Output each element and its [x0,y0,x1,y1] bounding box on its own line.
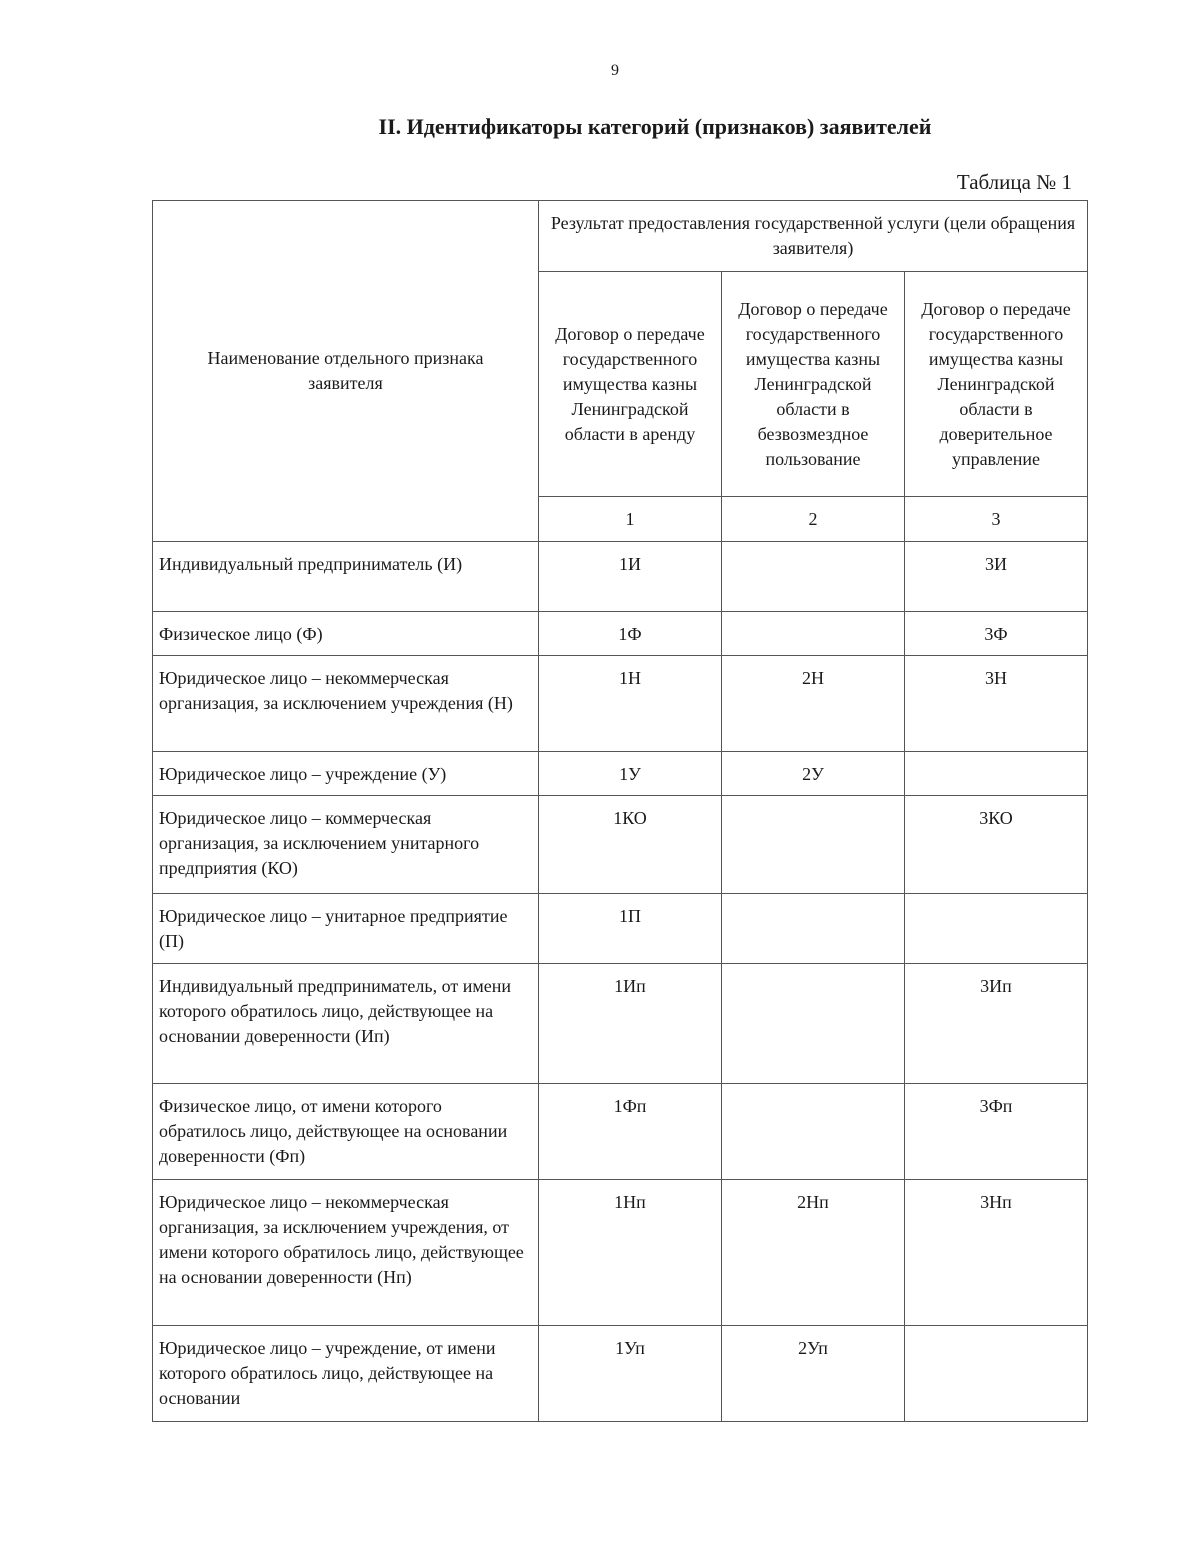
table-row [153,894,1088,964]
column-number: 2 [722,497,905,542]
category-code: 1Н [539,656,722,752]
category-code: 3Ип [905,964,1088,1084]
category-code: 1КО [539,796,722,894]
applicant-attribute-name: Юридическое лицо – учреждение, от имени которого обратилось лицо, действующее на основании [153,1326,539,1422]
category-code: 3Н [905,656,1088,752]
category-code [722,796,905,894]
table-row [153,1084,1088,1180]
category-code [905,1326,1088,1422]
category-code: 3КО [905,796,1088,894]
category-code [722,1084,905,1180]
applicant-attribute-name: Физическое лицо (Ф) [153,612,539,656]
category-code: 1Ф [539,612,722,656]
applicant-attribute-name: Индивидуальный предприниматель, от имени которого обратилось лицо, действующее на основании доверенности (Ип) [153,964,539,1084]
category-code: 1Уп [539,1326,722,1422]
section-title: II. Идентификаторы категорий (признаков) заявителей [378,114,932,139]
category-code: 2Уп [722,1326,905,1422]
table-row [153,796,1088,894]
page-number: 9 [611,62,619,79]
category-code [905,894,1088,964]
table-row [153,1326,1088,1422]
table-row [153,964,1088,1084]
header-trust-management-contract: Договор о передаче государственного имущества казны Ленинградской области в доверительное управление [905,272,1088,497]
table-caption: Таблица № 1 [956,170,1072,194]
table-row [153,656,1088,752]
category-code: 3Фп [905,1084,1088,1180]
header-lease-contract: Договор о передаче государственного имущества казны Ленинградской области в аренду [539,272,722,497]
category-code [905,752,1088,796]
applicant-attribute-name: Юридическое лицо – коммерческая организация, за исключением унитарного предприятия (КО) [153,796,539,894]
category-code [722,542,905,612]
table-row [153,542,1088,612]
header-service-result: Результат предоставления государственной услуги (цели обращения заявителя) [539,201,1088,272]
table-row [153,752,1088,796]
category-code: 3Нп [905,1180,1088,1326]
applicant-categories-table [152,200,1088,1422]
header-free-use-contract: Договор о передаче государственного имущества казны Ленинградской области в безвозмездное пользование [722,272,905,497]
category-code [722,612,905,656]
applicant-attribute-name: Юридическое лицо – унитарное предприятие (П) [153,894,539,964]
category-code: 3И [905,542,1088,612]
category-code [722,894,905,964]
category-code: 1У [539,752,722,796]
applicant-attribute-name: Физическое лицо, от имени которого обратилось лицо, действующее на основании доверенности (Фп) [153,1084,539,1180]
category-code: 3Ф [905,612,1088,656]
applicant-attribute-name: Индивидуальный предприниматель (И) [153,542,539,612]
applicant-attribute-name: Юридическое лицо – некоммерческая организация, за исключением учреждения, от имени которого обратилось лицо, действующее на основании доверенности (Нп) [153,1180,539,1326]
column-number: 1 [539,497,722,542]
table-row [153,612,1088,656]
applicant-attribute-name: Юридическое лицо – некоммерческая организация, за исключением учреждения (Н) [153,656,539,752]
applicant-attribute-name: Юридическое лицо – учреждение (У) [153,752,539,796]
category-code: 1Ип [539,964,722,1084]
category-code: 1П [539,894,722,964]
category-code: 1И [539,542,722,612]
column-number: 3 [905,497,1088,542]
category-code: 1Фп [539,1084,722,1180]
category-code: 2У [722,752,905,796]
header-applicant-attribute: Наименование отдельного признака заявителя [153,201,539,542]
category-code [722,964,905,1084]
category-code: 2Н [722,656,905,752]
table-row [153,1180,1088,1326]
category-code: 1Нп [539,1180,722,1326]
category-code: 2Нп [722,1180,905,1326]
